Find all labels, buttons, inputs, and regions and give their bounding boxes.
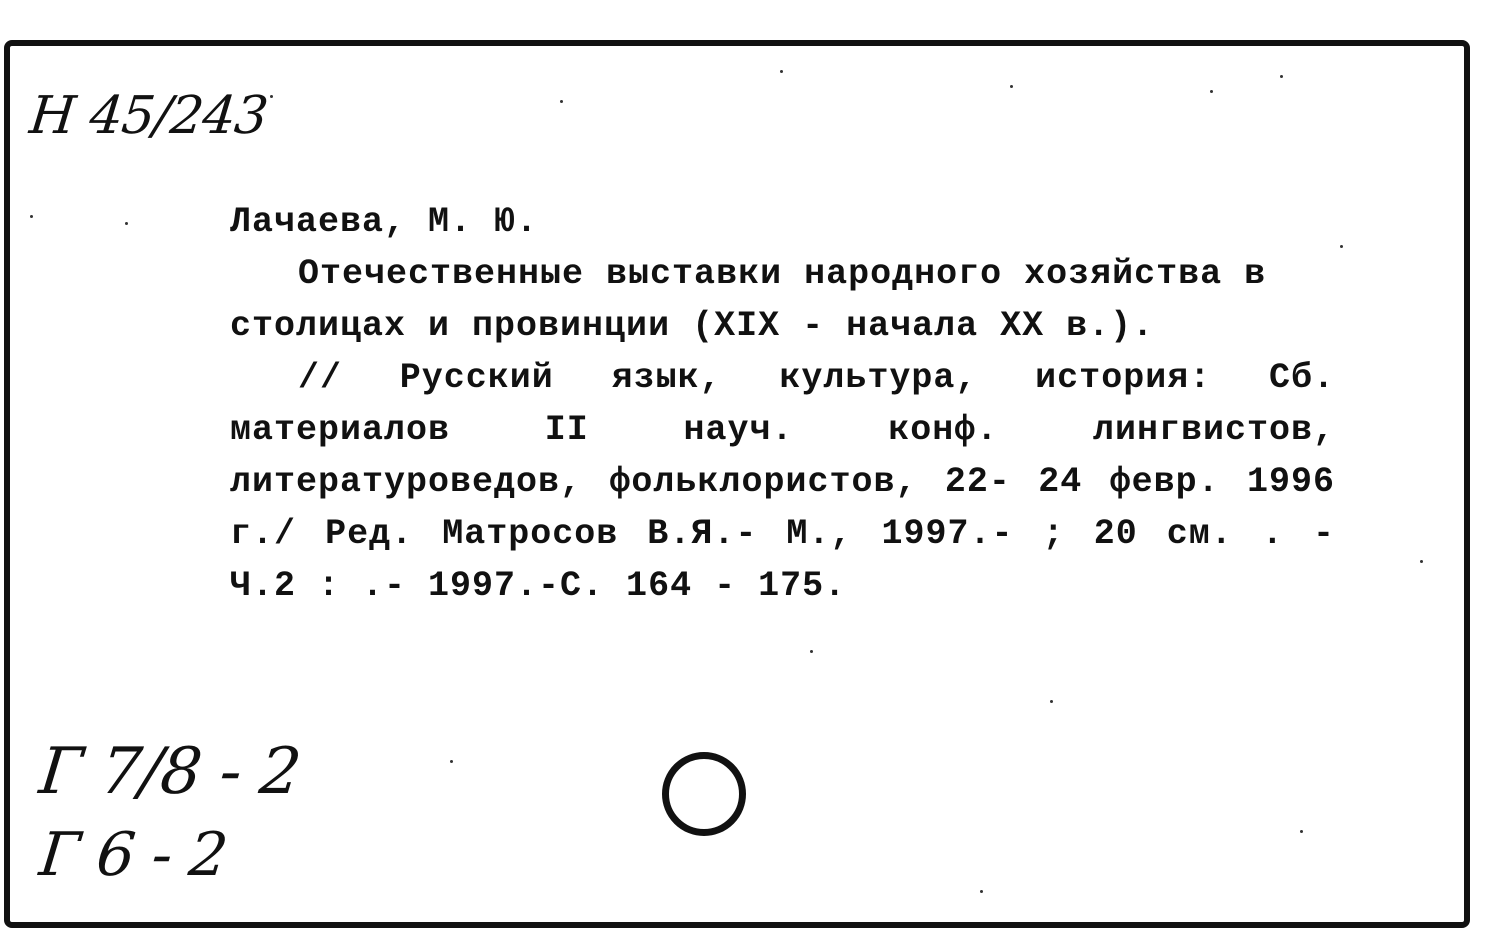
shelfmark: Н 45/243 — [26, 86, 270, 146]
bibliographic-entry — [230, 196, 1335, 612]
title: Отечественные выставки народного хозяйства в столицах и провинции (XIX - начала XX в.). — [230, 254, 1267, 346]
scan-speck — [1340, 245, 1343, 248]
scan-speck — [270, 95, 273, 98]
scan-speck — [1010, 85, 1013, 88]
scan-speck — [980, 890, 983, 893]
scan-speck — [560, 100, 563, 103]
scan-speck — [1210, 90, 1213, 93]
classification-code-1: Г 7/8 - 2 — [36, 735, 304, 809]
scan-speck — [125, 222, 128, 225]
scan-speck — [810, 650, 813, 653]
punch-hole — [662, 752, 746, 836]
scan-speck — [1280, 75, 1283, 78]
scan-speck — [450, 760, 453, 763]
scan-speck — [780, 70, 783, 73]
scan-speck — [30, 215, 33, 218]
classification-code-2: Г 6 - 2 — [36, 820, 231, 890]
scan-speck — [1420, 560, 1423, 563]
author: Лачаева, М. Ю. — [230, 202, 539, 242]
scan-speck — [1300, 830, 1303, 833]
scan-speck — [1050, 700, 1053, 703]
source-description: // Русский язык, культура, история: Сб. материалов II науч. конф. лингвистов, литературоведов, фольклористов, 22- 24 февр. 1996 г./ Ред. Матросов В.Я.- М., 1997.- ; 20 см. . - Ч.2 : .- 1997.-С. 164 - 175. — [230, 358, 1335, 606]
